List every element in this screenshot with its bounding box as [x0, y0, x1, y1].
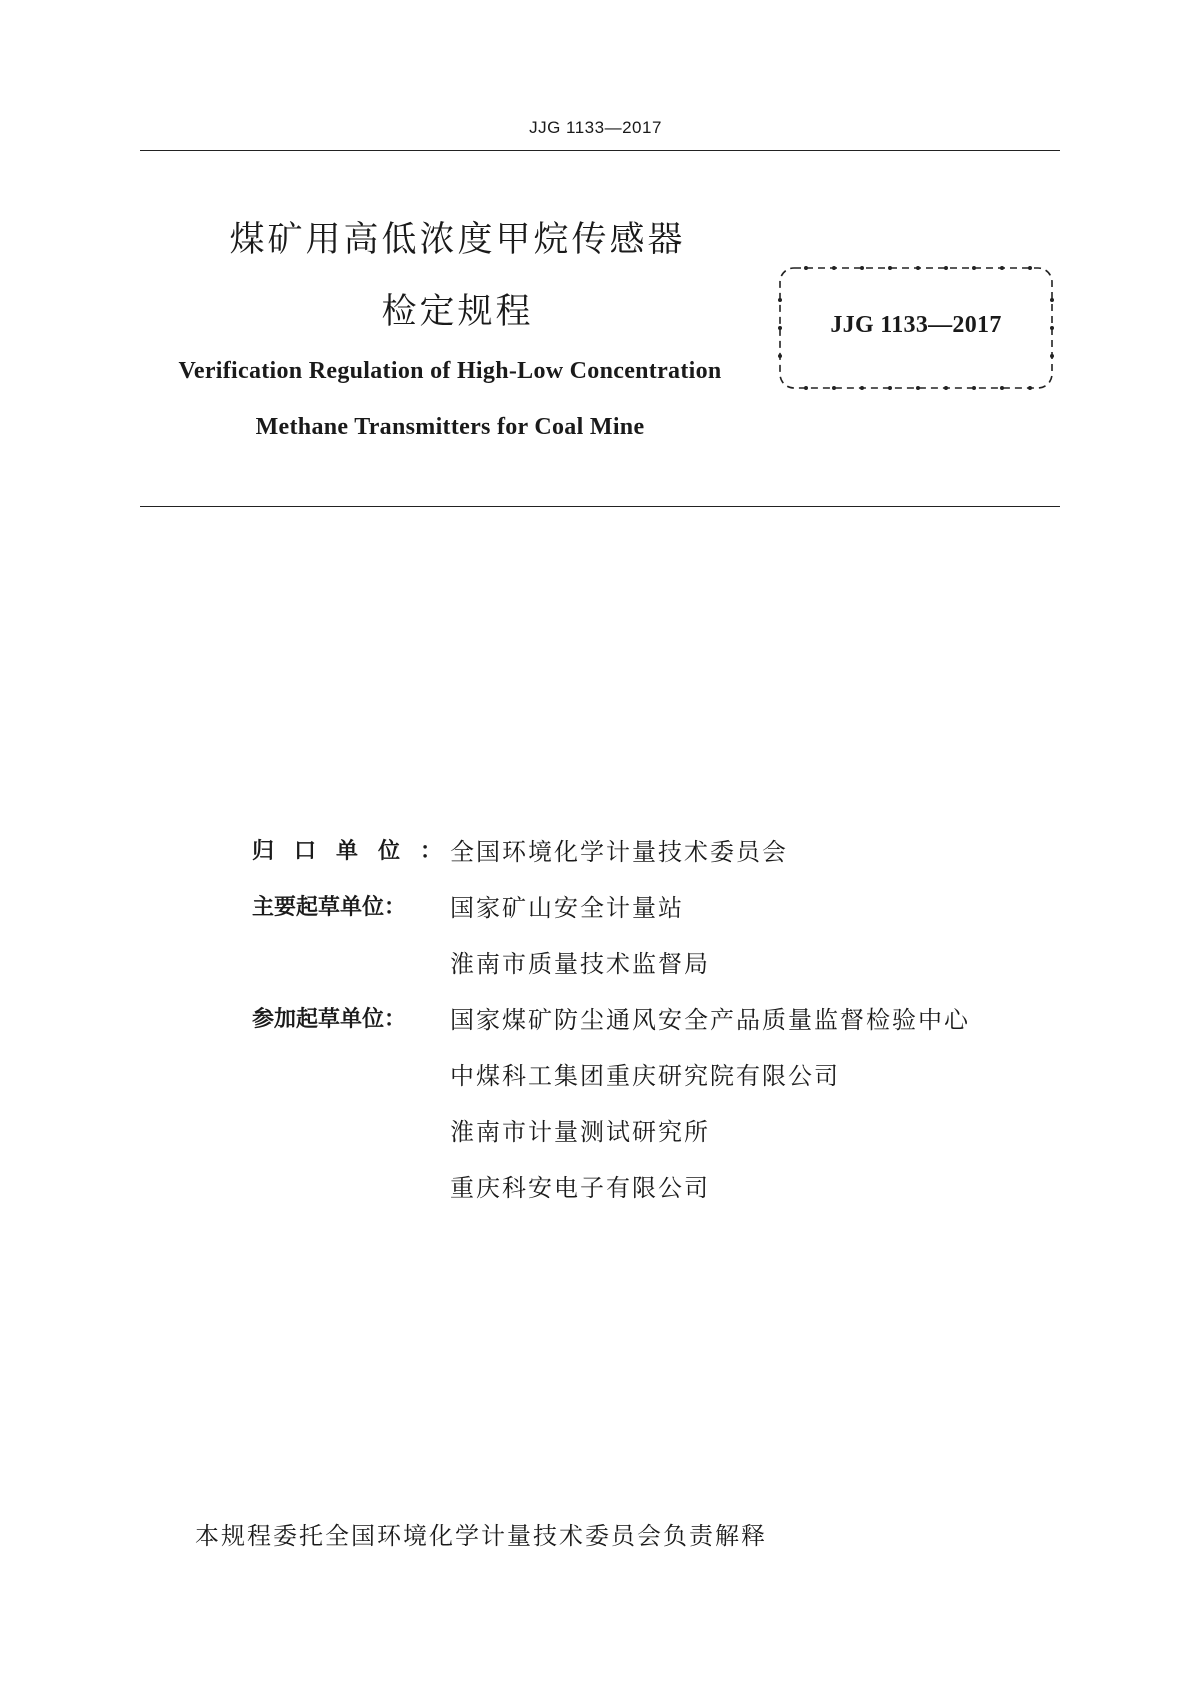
main-drafting-label-text: 主要起草单位	[252, 895, 385, 920]
interpretation-note: 本规程委托全国环境化学计量技术委员会负责解释	[195, 1522, 767, 1550]
title-chinese-line1: 煤矿用高低浓度甲烷传感器	[229, 220, 686, 260]
participating-unit: 中煤科工集团重庆研究院有限公司	[450, 1062, 840, 1090]
label-colon: ：	[384, 1007, 407, 1032]
main-drafting-unit: 淮南市质量技术监督局	[450, 950, 710, 978]
bottom-rule	[140, 506, 1060, 507]
participating-unit: 重庆科安电子有限公司	[450, 1174, 710, 1202]
participating-label-text: 参加起草单位	[252, 1007, 385, 1032]
responsible-unit: 全国环境化学计量技术委员会	[450, 838, 788, 866]
responsible-unit-label-text: 归口单位	[252, 839, 421, 864]
standard-code: JJG 1133—2017	[830, 312, 1002, 338]
main-drafting-label	[252, 890, 452, 921]
running-header-code: JJG 1133—2017	[529, 118, 662, 137]
participating-unit: 国家煤矿防尘通风安全产品质量监督检验中心	[450, 1006, 970, 1034]
responsible-unit-label	[252, 834, 452, 865]
title-chinese-line2: 检定规程	[381, 292, 534, 332]
participating-label	[252, 1002, 452, 1033]
participating-unit: 淮南市计量测试研究所	[450, 1118, 710, 1146]
label-colon: ：	[384, 895, 407, 920]
title-english-line2: Methane Transmitters for Coal Mine	[255, 414, 645, 440]
main-drafting-unit: 国家矿山安全计量站	[450, 894, 684, 922]
label-colon: ：	[420, 839, 443, 864]
top-rule	[140, 150, 1060, 151]
title-english-line1: Verification Regulation of High-Low Concentration	[178, 358, 722, 384]
